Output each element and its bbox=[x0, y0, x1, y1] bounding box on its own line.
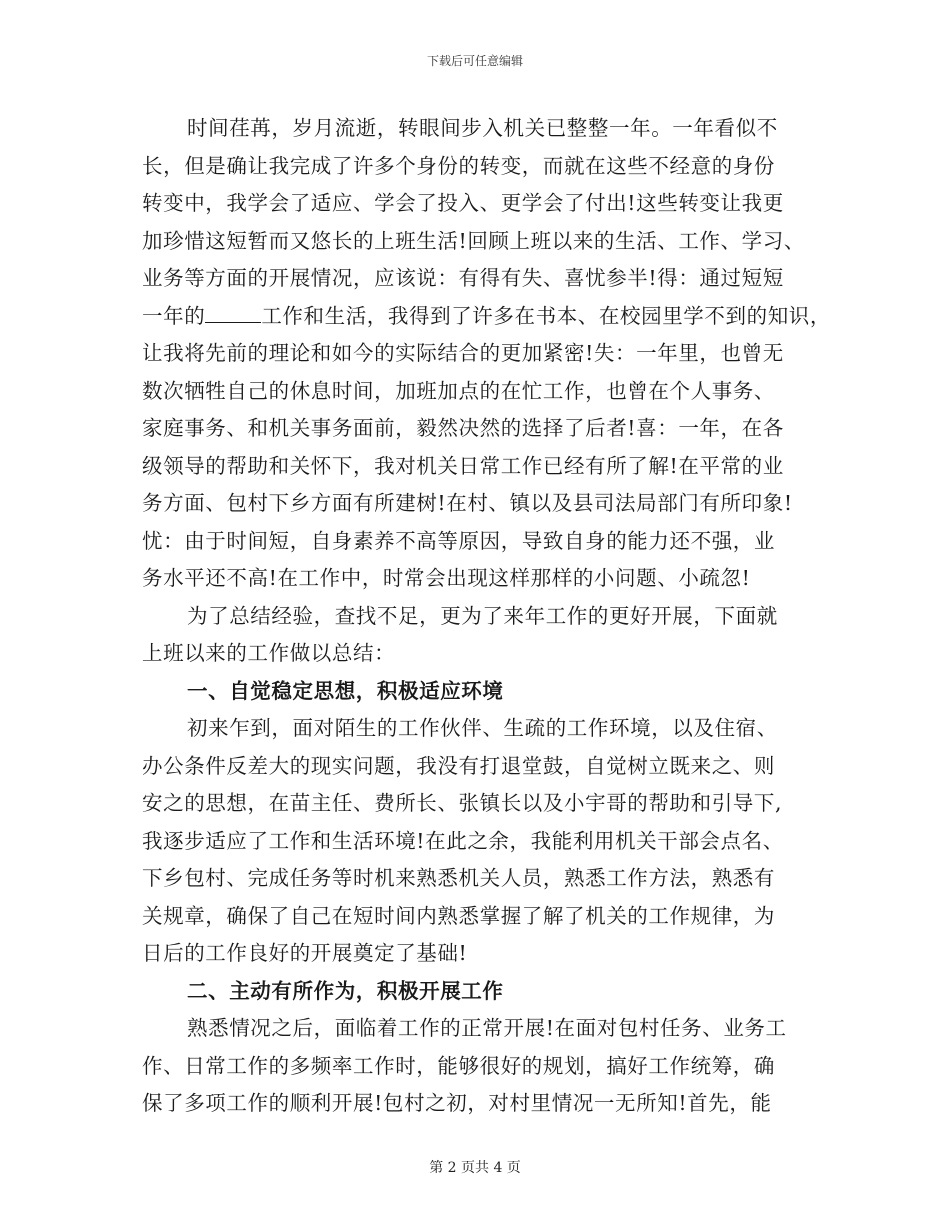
fill-in-blank bbox=[205, 300, 261, 323]
paragraph-line: 上班以来的工作做以总结： bbox=[142, 641, 396, 665]
paragraph-line: 熟悉情况之后，面临着工作的正常开展!在面对包村任务、业务工 bbox=[187, 1016, 787, 1040]
paragraph-line: 家庭事务、和机关事务面前，毅然决然的选择了后者!喜：一年，在各 bbox=[142, 416, 784, 440]
page-footer: 第 2 页共 4 页 bbox=[429, 1160, 521, 1176]
section-heading: 一、自觉稳定思想，积极适应环境 bbox=[187, 678, 504, 703]
paragraph-line: 安之的思想，在苗主任、费所长、张镇长以及小宇哥的帮助和引导下, bbox=[142, 791, 783, 815]
paragraph-line: 时间荏苒，岁月流逝，转眼间步入机关已整整一年。一年看似不 bbox=[187, 116, 778, 140]
paragraph-line: 转变中，我学会了适应、学会了投入、更学会了付出!这些转变让我更 bbox=[142, 191, 784, 215]
paragraph-line: 长，但是确让我完成了许多个身份的转变，而就在这些不经意的身份 bbox=[142, 153, 775, 178]
page-header: 下载后可任意编辑 bbox=[426, 54, 523, 68]
paragraph-line: 初来乍到，面对陌生的工作伙伴、生疏的工作环境，以及住宿、 bbox=[187, 716, 778, 740]
paragraph-line: 我逐步适应了工作和生活环境!在此之余，我能利用机关干部会点名、 bbox=[142, 828, 784, 853]
paragraph-line: 关规章，确保了自己在短时间内熟悉掌握了解了机关的工作规律，为 bbox=[142, 903, 775, 928]
paragraph-line: 务方面、包村下乡方面有所建树!在村、镇以及县司法局部门有所印象! bbox=[142, 491, 793, 515]
document-body bbox=[142, 110, 832, 1123]
line-segment: 一年的 bbox=[142, 303, 206, 328]
paragraph-line: 数次牺牲自己的休息时间，加班加点的在忙工作，也曾在个人事务、 bbox=[142, 378, 775, 403]
paragraph-line: 忧：由于时间短，自身素养不高等原因，导致自身的能力还不强，业 bbox=[142, 528, 775, 553]
paragraph-line: 加珍惜这短暂而又悠长的上班生活!回顾上班以来的生活、工作、学习、 bbox=[142, 228, 805, 253]
paragraph-line: 务水平还不高!在工作中，时常会出现这样那样的小问题、小疏忽! bbox=[142, 566, 751, 590]
section-heading: 二、主动有所作为，积极开展工作 bbox=[187, 978, 504, 1003]
paragraph-line: 作、日常工作的多频率工作时，能够很好的规划，搞好工作统筹，确 bbox=[142, 1053, 775, 1078]
paragraph-line: 办公条件反差大的现实问题，我没有打退堂鼓，自觉树立既来之、则 bbox=[142, 753, 775, 778]
paragraph-line: 让我将先前的理论和如今的实际结合的更加紧密!失：一年里，也曾无 bbox=[142, 341, 784, 365]
paragraph-line bbox=[142, 298, 832, 336]
paragraph-line: 日后的工作良好的开展奠定了基础! bbox=[142, 941, 468, 965]
paragraph-line: 为了总结经验，查找不足，更为了来年工作的更好开展，下面就 bbox=[187, 603, 778, 628]
paragraph-line: 下乡包村、完成任务等时机来熟悉机关人员，熟悉工作方法，熟悉有 bbox=[142, 866, 775, 890]
paragraph-line: 保了多项工作的顺利开展!包村之初，对村里情况一无所知!首先，能 bbox=[142, 1091, 772, 1115]
paragraph-line: 级领导的帮助和关怀下，我对机关日常工作已经有所了解!在平常的业 bbox=[142, 453, 784, 478]
line-segment: 工作和生活，我得到了许多在书本、在校园里学不到的知识， bbox=[261, 303, 832, 328]
paragraph-line: 业务等方面的开展情况，应该说：有得有失、喜忧参半!得：通过短短 bbox=[142, 266, 784, 290]
